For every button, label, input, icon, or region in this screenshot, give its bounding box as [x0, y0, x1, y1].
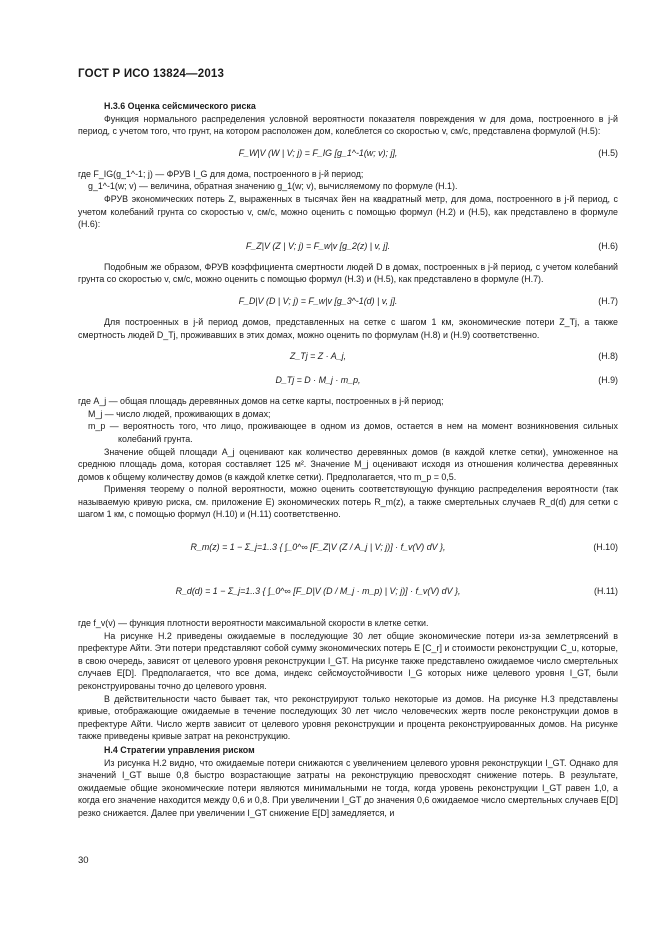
formula-expression: R_m(z) = 1 − Σ_j=1..3 { ∫_0^∞ [F_Z|V (Z / A_j | V; j)] · f_v(V) dV },	[190, 542, 446, 553]
formula-expression: R_d(d) = 1 − Σ_j=1..3 { ∫_0^∞ [F_D|V (D / M_j · m_p) | V; j)] · f_v(V) dV },	[175, 586, 461, 597]
formula-h10	[78, 529, 618, 565]
formula-h9	[78, 371, 618, 389]
definition-item: M_j — число людей, проживающих в домах;	[88, 408, 271, 419]
page-header: ГОСТ Р ИСО 13824—2013	[78, 68, 225, 80]
formula-number: (Н.11)	[594, 586, 618, 597]
section-heading-h4: Н.4 Стратегии управления риском	[104, 745, 255, 755]
formula-expression: D_Tj = D · M_j · m_p,	[275, 375, 361, 386]
paragraph: ФРУВ экономических потерь Z, выраженных в тысячах йен на квадратный метр, для дома, построенного в j-й период, с учетом колебаний грунта со скоростью v, см/с, можно оценить с помощью формул (Н.2) и (Н.5), как представлено в формуле (Н.6):	[78, 193, 618, 230]
definition-item: где F_IG(g_1^-1; j) — ФРУВ I_G для дома, построенного в j-й период;	[78, 168, 364, 179]
paragraph: Значение общей площади A_j оценивают как количество деревянных домов (в каждой клетке сетки), умноженное на среднюю площадь дома, которая составляет 125 м². Значение M_j оценивают исходя из отношения количества деревянных домов к общему количеству домов (в каждой клетке сетки). Предполагается, что m_p = 0,5.	[78, 446, 618, 482]
section-heading-h36: Н.3.6 Оценка сейсмического риска	[104, 101, 256, 111]
formula-number: (Н.9)	[598, 375, 618, 386]
paragraph: Подобным же образом, ФРУВ коэффициента смертности людей D в домах, построенных в j-й период, с учетом колебаний грунта со скоростью v, см/с, можно оценить с помощью формул (Н.3) и (Н.5), как представлено в формуле (Н.7).	[78, 261, 618, 285]
definition-list	[78, 168, 618, 193]
definition-item: где A_j — общая площадь деревянных домов на сетке карты, построенных в j-й период;	[78, 396, 444, 407]
formula-h6	[78, 237, 618, 255]
page-content	[78, 99, 618, 820]
definition-item: g_1^-1(w; v) — величина, обратная значению g_1(w; v), вычисляемому по формуле (Н.1).	[88, 181, 458, 192]
paragraph: Применяя теорему о полной вероятности, можно оценить соответствующую функцию распределения вероятности (так называемую кривую риска, см. приложение Е) экономических потерь R_m(z), а также смертельных случаев R_d(d) для сетки с шагом 1 км, с помощью формул (Н.10) и (Н.11) соответственно.	[78, 484, 618, 520]
definition-item: m_p — вероятность того, что лицо, проживающее в одном из домов, остается в нем на момент возникновения сильных колебаний грунта.	[88, 421, 618, 444]
formula-number: (Н.6)	[598, 240, 618, 251]
definition-list	[78, 395, 618, 445]
paragraph: Функция нормального распределения условной вероятности показателя повреждения w для дома, построенного в j-й период, с учетом того, что грунт, на котором расположен дом, колеблется со скоростью v, см/с, представлена формулой (Н.5):	[78, 113, 618, 137]
paragraph: В действительности часто бывает так, что реконструируют только некоторые из домов. На рисунке Н.3 представлены кривые, отображающие ожидаемые в течение последующих 30 лет число человеческих жертв после реконструкции домов в префектуре Айти. Число жертв зависит от целевого уровня реконструкции и процента реконструированных домов. На рисунке также приведены кривые затрат на реконструкцию.	[78, 693, 618, 742]
formula-expression: F_D|V (D | V; j) = F_w|v [g_3^-1(d) | v, j].	[238, 295, 398, 306]
formula-expression: Z_Tj = Z · A_j,	[289, 351, 347, 362]
paragraph: Для построенных в j-й период домов, представленных на сетке с шагом 1 км, экономические потери Z_Tj, а также смертность людей D_Tj, проживавших в этих домах, можно оценить по формулам (Н.8) и (Н.9) соответственно.	[78, 316, 618, 340]
formula-number: (Н.7)	[598, 295, 618, 306]
page-number: 30	[78, 855, 89, 866]
formula-h11	[78, 573, 618, 609]
formula-number: (Н.10)	[593, 542, 618, 553]
formula-number: (Н.8)	[598, 351, 618, 362]
formula-h7	[78, 292, 618, 310]
definition-item: где f_v(v) — функция плотности вероятности максимальной скорости в клетке сетки.	[78, 618, 429, 629]
formula-h5	[78, 144, 618, 162]
formula-h8	[78, 347, 618, 365]
formula-number: (Н.5)	[598, 147, 618, 158]
formula-expression: F_Z|V (Z | V; j) = F_w|v [g_2(z) | v, j].	[245, 240, 391, 251]
paragraph: На рисунке Н.2 приведены ожидаемые в последующие 30 лет общие экономические потери из-за землетрясений в префектуре Айти. Эти потери представляют собой сумму экономических потерь E [C_r] и стоимости реконструкции C_u, которые, в свою очередь, зависят от целевого уровня реконструкции I_GT. На рисунке также представлено ожидаемое число смертельных случаев E[D]. Предполагается, что все дома, индекс сейсмоустойчивости I_G которых ниже целевого уровня I_GT, были реконструированы точно до целевого уровня.	[78, 630, 618, 692]
formula-expression: F_W|V (W | V; j) = F_IG [g_1^-1(w; v); j],	[238, 147, 398, 158]
paragraph: Из рисунка Н.2 видно, что ожидаемые потери снижаются с увеличением целевого уровня реконструкции I_GT. Однако для значений I_GT выше 0,8 быстро возрастающие затраты на реконструкцию превосходят снижение потерь. В результате, ожидаемые общие экономические потери являются минимальными не тогда, когда уровень реконструкции I_GT равен 1,0, а когда его значение находится между 0,6 и 0,8. При увеличении I_GT до значения 0,6 ожидаемое число смертельных случаев E[D] резко снижается. Далее при увеличении I_GT снижение E[D] замедляется, и	[78, 757, 618, 818]
